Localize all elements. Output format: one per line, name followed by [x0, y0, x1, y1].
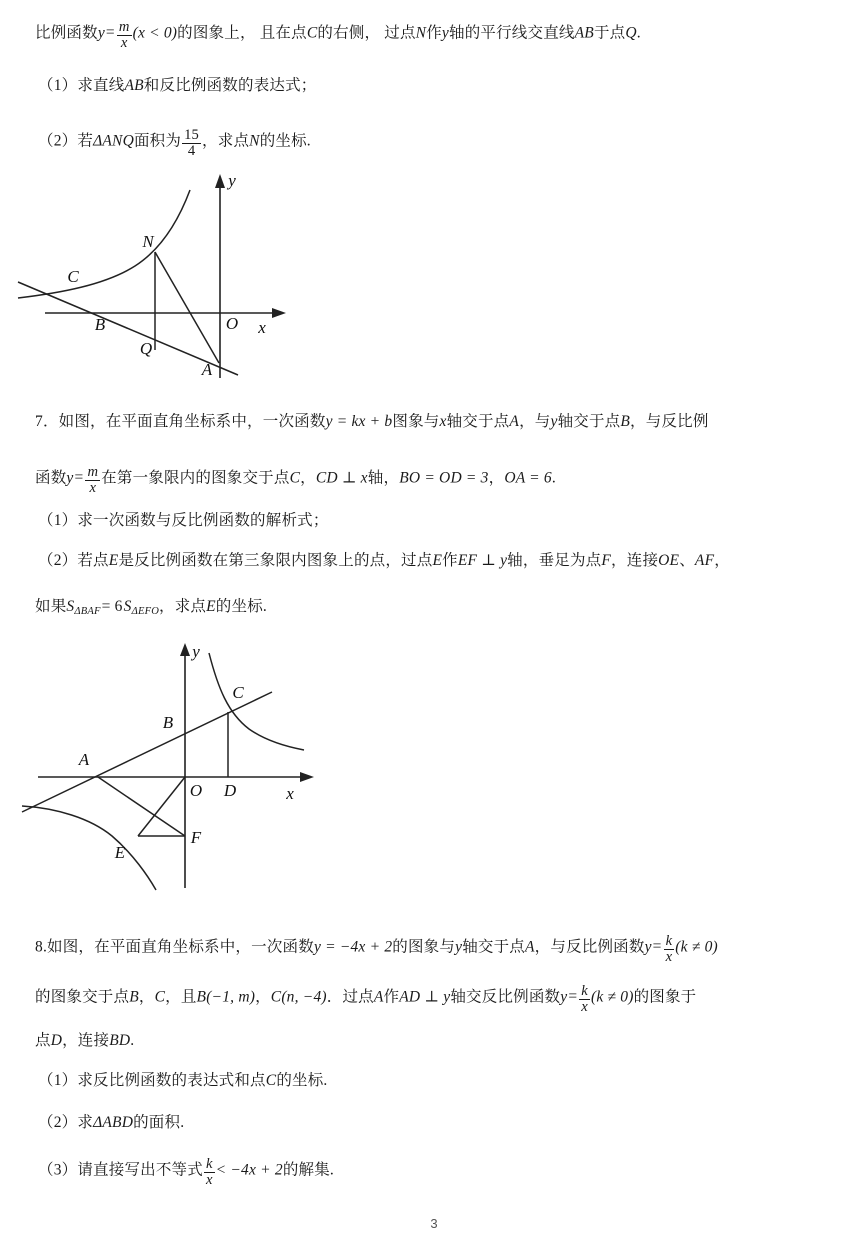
q6-point-C: C: [306, 24, 318, 42]
q7-part2-b: 是反比例函数在第三象限内图象上的点，过点: [118, 552, 433, 569]
fig1-label-C: C: [67, 267, 79, 286]
q7-part2-a: （2）若点: [38, 552, 109, 569]
q6-part2-N: N: [249, 132, 260, 150]
q7-linear-equation: y = kx + b: [325, 413, 393, 430]
q7-var-y: y: [550, 413, 558, 430]
q6-part2-label: （2）若: [38, 132, 94, 150]
q8-line2-a: 的图象交于点: [35, 988, 130, 1006]
q6-part-1: [38, 78, 317, 94]
q8-part1-a: （1）求反比例函数的表达式和点: [38, 1072, 266, 1089]
q6-line1-mid3: 作: [426, 24, 442, 42]
q8-line2-g: 轴交反比例函数: [450, 988, 561, 1006]
q7-frac-numerator: m: [87, 463, 99, 480]
q7-part2-c: 作: [442, 552, 458, 569]
fig2-label-F: F: [190, 828, 202, 847]
q7-perp-EF: EF ⊥ y: [457, 552, 508, 569]
q6-part1-label: （1）求直线: [38, 77, 125, 94]
q6-fraction-15-over-4: [182, 128, 201, 159]
q8-line2-eq: =: [568, 988, 578, 1006]
q6-part2-mid: 面积为: [133, 132, 182, 150]
q8-frac-numerator: k: [665, 932, 673, 949]
fig2-hyperbola-branch-q3: [22, 806, 156, 890]
fig1-label-B: B: [94, 315, 106, 334]
q6-eq-sign: =: [105, 24, 115, 42]
fig1-label-Q: Q: [139, 339, 153, 358]
q6-area-denominator: 4: [187, 142, 196, 159]
q8-line2-b: ，: [138, 988, 155, 1006]
q7-line2-e: .: [551, 469, 556, 487]
q8-line1-b: 的图象与: [392, 938, 456, 956]
q6-var-y: y: [97, 24, 105, 42]
fig1-label-O: O: [225, 314, 239, 333]
fig2-label-x-axis: x: [286, 784, 294, 803]
q7-line1-f: ，与反比例: [630, 413, 709, 430]
q7-line2-b: ，: [300, 469, 316, 487]
q7-part-3: [35, 599, 267, 617]
q8-frac3-denominator: x: [205, 1171, 213, 1188]
q7-point-F: F: [601, 552, 612, 569]
q7-line1-c: 轴交于点: [446, 413, 510, 430]
q6-line-1: [35, 18, 641, 49]
q7-var-x: x: [439, 413, 447, 430]
q8-part1-b: 的坐标.: [276, 1072, 328, 1089]
q6-line1-period: .: [636, 24, 641, 42]
fig2-x-axis: [38, 772, 314, 782]
q8-line1-eq2: =: [652, 938, 662, 956]
fig2-hyperbola-branch-q1: [209, 653, 304, 750]
q8-line2-c: ，且: [165, 988, 197, 1006]
q8-perp-AD: AD ⊥ y: [399, 988, 451, 1006]
q8-line1-d: ，与反比例函数: [534, 938, 645, 956]
fig2-label-y-axis: y: [192, 642, 200, 661]
q8-frac3-numerator: k: [205, 1155, 213, 1172]
q6-line1-suffix: 于点: [593, 24, 626, 42]
q6-part1-AB: AB: [124, 77, 144, 94]
q8-k-condition: (k ≠ 0): [675, 938, 718, 956]
fig2-label-D: D: [223, 781, 237, 800]
q8-number: 8.: [35, 938, 48, 956]
q7-part3-a: 如果: [35, 598, 67, 615]
q8-coordinate-B: B(−1, m): [196, 988, 256, 1006]
fig2-label-C: C: [232, 683, 244, 702]
fig2-segment-OE: [138, 777, 185, 836]
q8-var-y: y: [455, 938, 463, 956]
q7-line2-eq: =: [74, 469, 84, 487]
q7-area-relation: = 6: [101, 598, 123, 615]
q6-triangle-ANQ: ΔANQ: [93, 132, 134, 150]
q7-segment-OE: OE: [658, 552, 680, 569]
q7-part-2: [38, 553, 730, 569]
q6-segment-AB: AB: [574, 24, 594, 42]
q8-part1-C: C: [265, 1072, 277, 1089]
q8-line1-a: 如图，在平面直角坐标系中，一次函数: [47, 938, 314, 956]
q8-point-D: D: [50, 1032, 63, 1049]
q8-point-B: B: [129, 988, 139, 1006]
q8-segment-BD: BD: [109, 1032, 131, 1049]
q7-part1-text: （1）求一次函数与反比例函数的解析式；: [38, 512, 329, 529]
q7-number: 7．: [35, 413, 59, 430]
q6-line1-mid: 的图象上， 且在点: [177, 24, 307, 42]
q7-line1-a: 如图，在平面直角坐标系中，一次函数: [58, 413, 326, 430]
q8-line-2: [35, 982, 696, 1013]
q7-area-S2: S: [123, 598, 132, 615]
q7-line2-d: ，: [488, 469, 505, 487]
q6-line1-prefix: 比例函数: [35, 24, 98, 42]
q7-point-E: E: [108, 552, 119, 569]
q7-line2-y: y: [66, 469, 74, 487]
q6-fraction-m-over-x: [117, 20, 132, 51]
fig1-label-x-axis: x: [258, 318, 266, 337]
q6-point-Q: Q: [625, 24, 637, 42]
q6-part2-rest: ，求点: [202, 132, 250, 150]
q7-line2-pre: 函数: [35, 469, 67, 487]
fig1-label-A: A: [201, 360, 213, 379]
figure-1: [0, 160, 360, 400]
q6-part1-rest: 和反比例函数的表达式；: [143, 77, 317, 94]
q8-fraction-k-over-x: [664, 934, 675, 965]
figure-2: [0, 640, 360, 890]
q7-perp-CD: CD ⊥ x: [315, 469, 368, 487]
q7-length-BO-OD: BO = OD = 3: [399, 469, 489, 487]
q7-point-E2: E: [432, 552, 443, 569]
q8-point-A: A: [525, 938, 535, 956]
q8-fraction-k-over-x-2: [579, 984, 590, 1015]
q8-part-1: [38, 1073, 328, 1089]
q7-part2-f: 、: [679, 552, 695, 569]
q8-part2-a: （2）求: [38, 1114, 94, 1131]
q7-part2-d: 轴，垂足为点: [507, 552, 602, 569]
q7-part3-c: 的坐标.: [215, 598, 267, 615]
q8-line2-y: y: [560, 988, 568, 1006]
q8-point-C: C: [154, 988, 166, 1006]
q7-fraction-m-over-x: [85, 465, 100, 496]
q7-point-B: B: [620, 413, 631, 430]
q8-part-3: [38, 1155, 334, 1186]
fig2-segment-AF: [98, 777, 185, 836]
q8-line1-y2: y: [644, 938, 652, 956]
fig1-label-N: N: [142, 232, 154, 251]
q8-part2-b: 的面积.: [133, 1114, 185, 1131]
fig1-label-y-axis: y: [228, 171, 236, 190]
q8-triangle-ABD: ΔABD: [93, 1114, 134, 1131]
q8-part-2: [38, 1115, 184, 1131]
q8-frac2-denominator: x: [581, 998, 588, 1015]
q8-part3-a: （3）请直接写出不等式: [38, 1161, 203, 1179]
q8-fraction-k-over-x-3: [204, 1157, 215, 1188]
q7-length-OA: OA = 6: [504, 469, 552, 487]
q6-part2-end: 的坐标.: [259, 132, 311, 150]
page-number: 3: [430, 1216, 438, 1231]
q8-line2-h: 的图象于: [633, 988, 697, 1006]
q8-line3-b: ，连接: [62, 1032, 110, 1049]
q8-coordinate-C: C(n, −4): [270, 988, 327, 1006]
q6-frac-numerator: m: [118, 18, 130, 35]
q7-line-2: [35, 463, 556, 494]
q7-point-A: A: [509, 413, 520, 430]
q8-inequality-rhs: < −4x + 2: [215, 1161, 283, 1179]
q7-point-C: C: [289, 469, 301, 487]
q8-line2-A: A: [373, 988, 384, 1006]
q8-k-condition-2: (k ≠ 0): [590, 988, 634, 1006]
q7-line1-d: ，与: [519, 413, 551, 430]
q7-frac-denominator: x: [89, 479, 97, 496]
q8-line2-e: ．过点: [326, 988, 374, 1006]
q7-part2-g: ，: [714, 552, 730, 569]
q8-part3-c: 的解集.: [282, 1161, 334, 1179]
q6-point-N: N: [415, 24, 427, 42]
q8-line3-c: .: [130, 1032, 135, 1049]
q8-line2-f: 作: [383, 988, 400, 1006]
q8-frac-denominator: x: [665, 948, 673, 965]
q7-line1-b: 图象与: [392, 413, 440, 430]
q8-linear-equation: y = −4x + 2: [313, 938, 393, 956]
q8-line2-d: ，: [255, 988, 271, 1006]
q8-line-1: [35, 932, 718, 963]
q7-line2-c: 轴，: [367, 469, 400, 487]
q6-part-2: [38, 126, 311, 157]
fig2-label-O: O: [189, 781, 203, 800]
q7-line1-e: 轴交于点: [557, 413, 621, 430]
q6-line1-mid4: 轴的平行线交直线: [449, 24, 575, 42]
q7-part3-b: ，求点: [159, 598, 207, 615]
q7-part2-e: ，连接: [611, 552, 659, 569]
q7-area-S1: S: [66, 598, 75, 615]
q6-condition: (x < 0): [132, 24, 178, 42]
q6-var-y2: y: [441, 24, 449, 42]
q7-line-1: [35, 414, 709, 430]
fig1-hyperbola-curve: [18, 190, 190, 298]
q7-area-S2-sub: ΔEFO: [131, 605, 160, 617]
q7-segment-AF: AF: [694, 552, 715, 569]
fig1-segment-NA: [155, 252, 219, 363]
q8-line1-c: 轴交于点: [462, 938, 525, 956]
fig2-label-A: A: [78, 750, 90, 769]
fig2-label-E: E: [114, 843, 126, 862]
q6-line1-mid2: 的右侧， 过点: [317, 24, 416, 42]
q7-line2-a: 在第一象限内的图象交于点: [101, 469, 290, 487]
q7-area-S1-sub: ΔBAF: [74, 605, 101, 617]
q7-part3-E: E: [206, 598, 216, 615]
q8-line3-a: 点: [35, 1032, 51, 1049]
q6-area-numerator: 15: [184, 126, 200, 143]
q6-frac-denominator: x: [120, 34, 128, 51]
q7-part-1: [38, 513, 329, 529]
fig2-label-B: B: [162, 713, 174, 732]
q8-frac2-numerator: k: [581, 982, 588, 999]
q8-line-3: [35, 1033, 134, 1049]
fig2-y-axis: [180, 643, 190, 888]
fig1-y-axis: [215, 174, 225, 378]
